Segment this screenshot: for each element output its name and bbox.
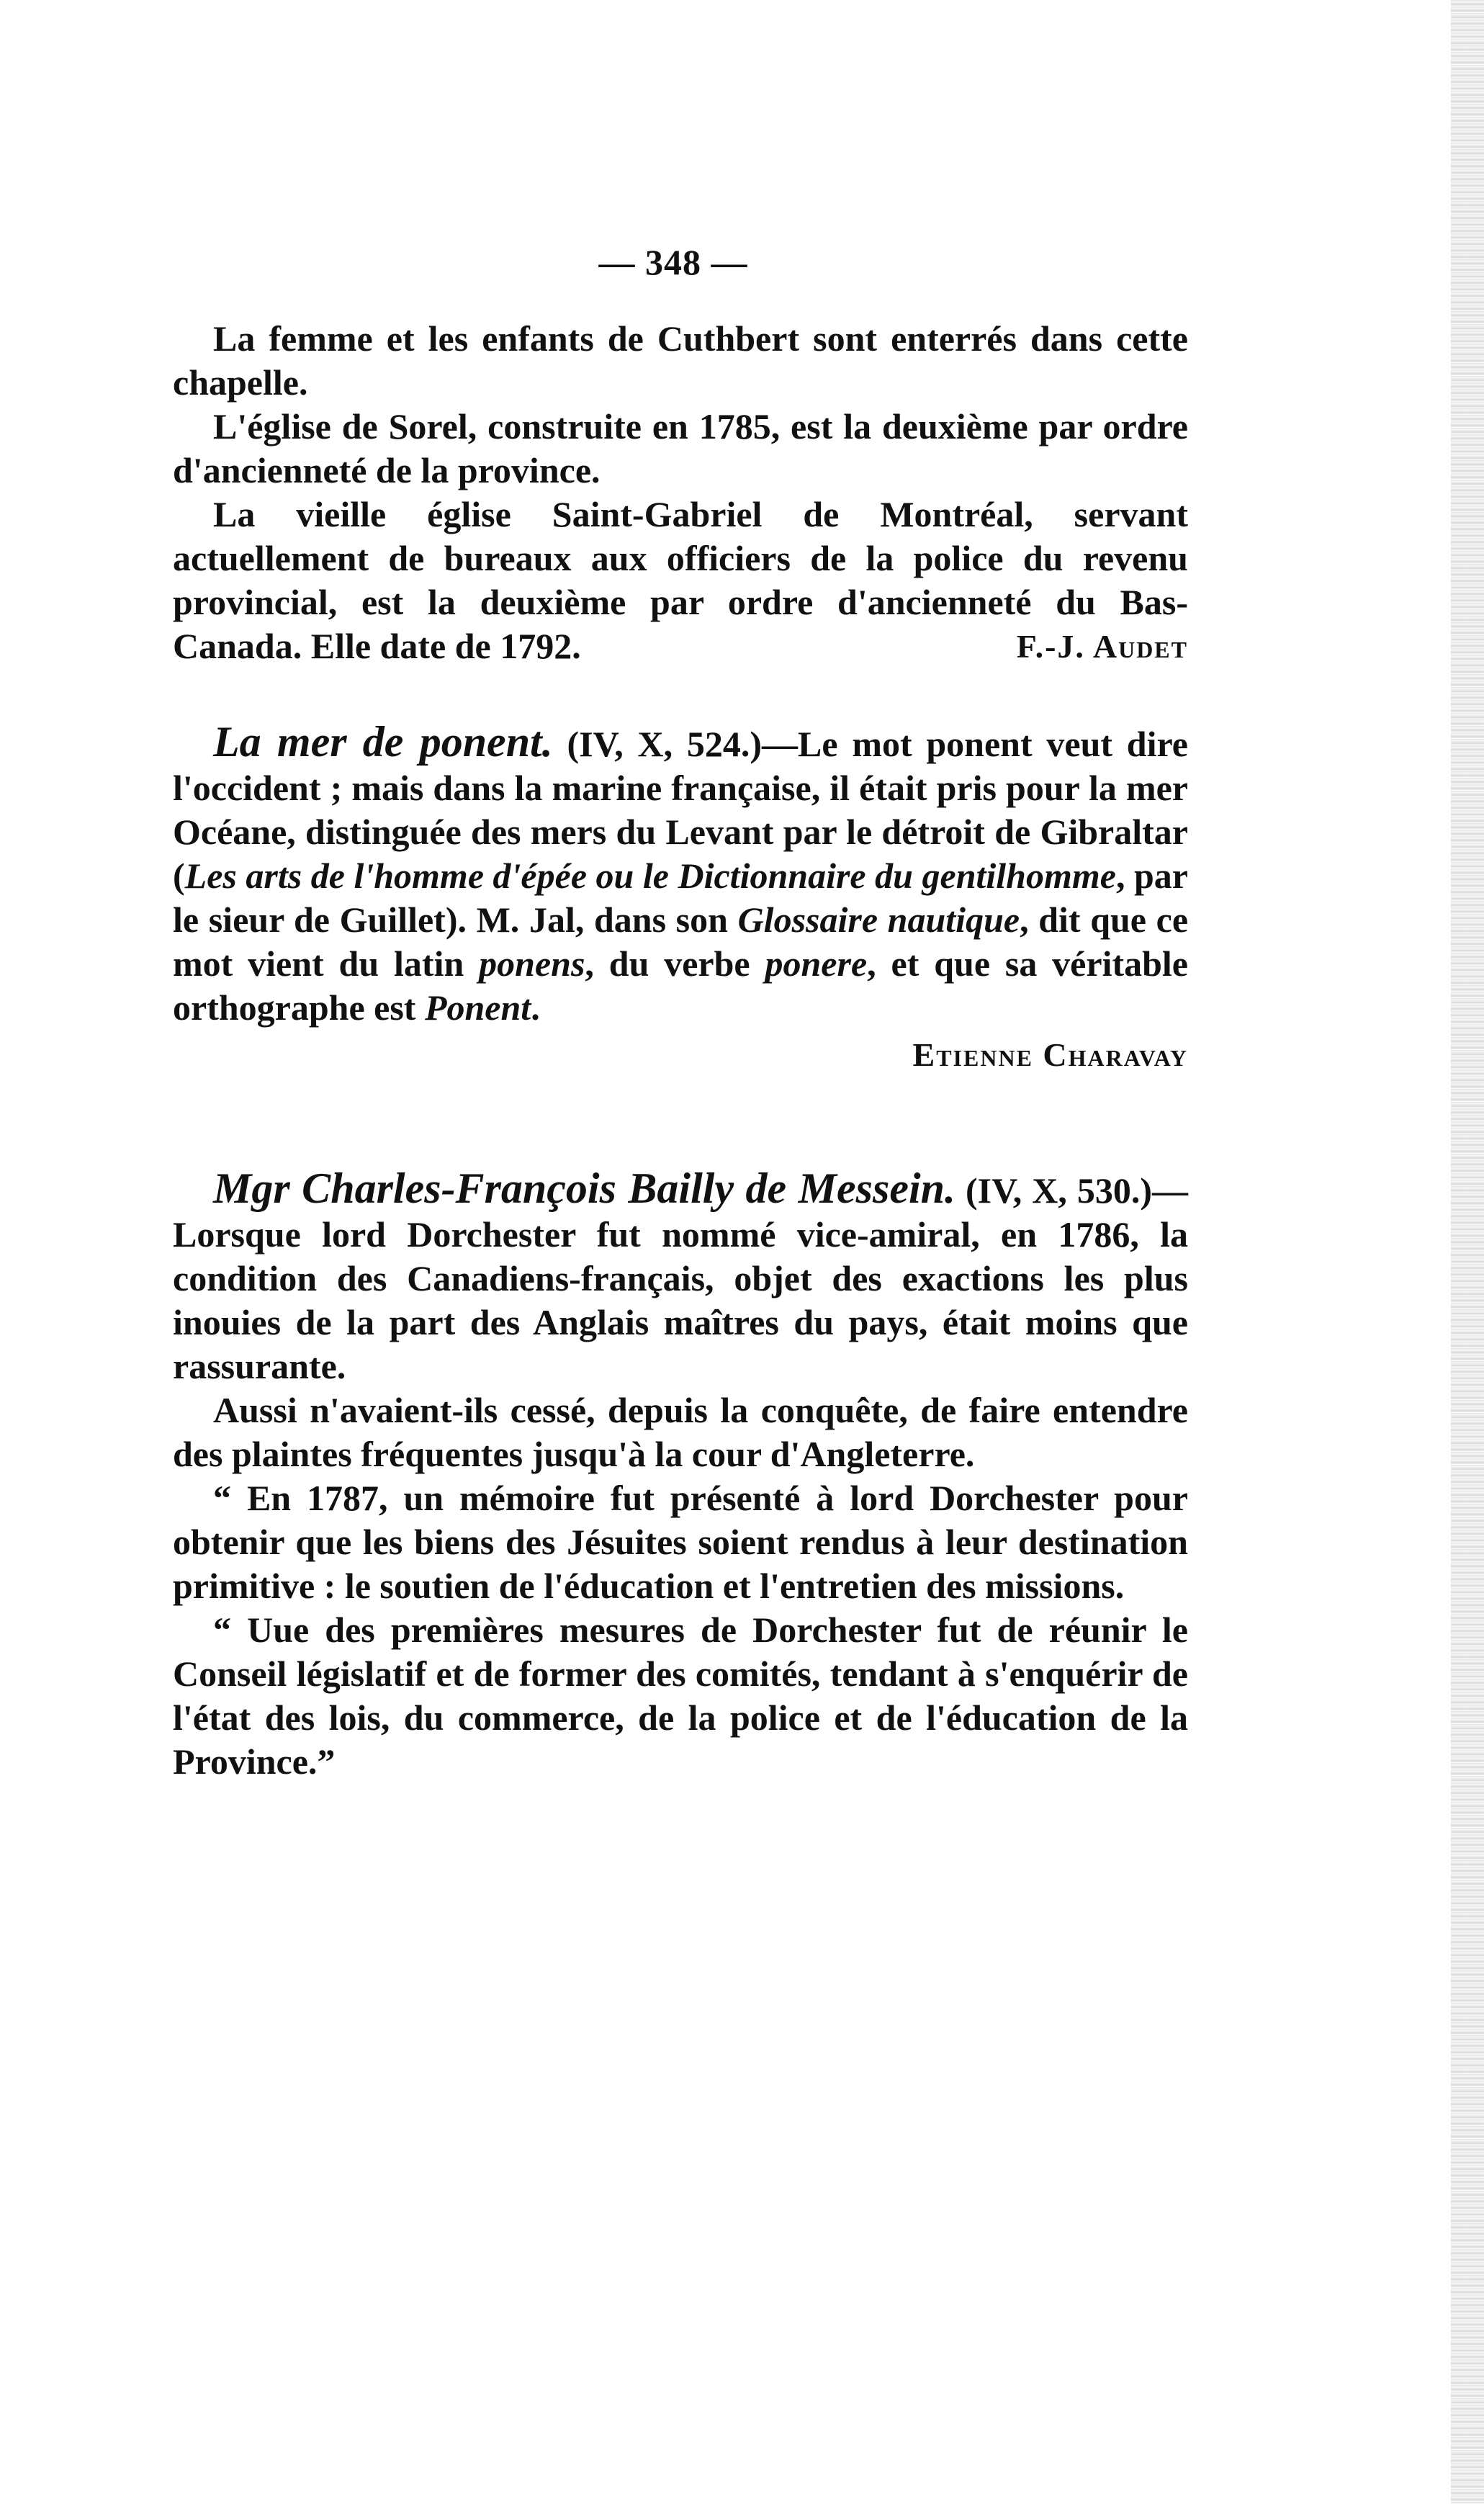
paragraph <box>173 1167 1188 1388</box>
paragraph: L'église de Sorel, construite en 1785, est la deuxième par ordre d'ancienneté de la province. <box>173 406 1188 490</box>
signature-audet: F.-J. Audet <box>1016 628 1188 665</box>
section-chapelle <box>173 317 1188 668</box>
paragraph <box>173 493 1188 668</box>
book-title: Les arts de l'homme d'épée ou le Dictionnaire du gentilhomme <box>184 856 1116 896</box>
entry-text: . <box>531 987 540 1028</box>
paragraph: La femme et les enfants de Cuthbert sont enterrés dans cette chapelle. <box>173 318 1188 403</box>
entry-text: , dit que ce mot vient du latin <box>173 899 1189 984</box>
page-edge-scan <box>1451 0 1484 2504</box>
entry-heading: Mgr Charles-François Bailly de Messein. <box>213 1165 956 1212</box>
section-mer-de-ponent <box>173 720 1188 1074</box>
latin-word: ponere <box>765 943 868 984</box>
paragraph: “ Uue des premières mesures de Dorchester fut de réunir le Conseil législatif et de former des comités, tendant à s'enquérir de l'état des lois, du commerce, de la police et de l'éducation de la Province.” <box>173 1610 1188 1782</box>
section-bailly-de-messein <box>173 1167 1188 1784</box>
entry-text: (IV, X, 530.)—Lorsque lord Dorchester fut nommé vice-amiral, en 1786, la condition des Canadiens-français, objet des exactions les plus inouies de la part des Anglais maîtres du pays, était moins que rassurante. <box>173 1170 1189 1386</box>
entry-text: , du verbe <box>585 943 765 984</box>
latin-word: Ponent <box>424 987 531 1028</box>
paragraph: “ En 1787, un mémoire fut présenté à lord Dorchester pour obtenir que les biens des Jésuites soient rendus à leur destination primitive : le soutien de l'éducation et l'entretien des missions. <box>173 1478 1188 1606</box>
signature-charavay: Etienne Charavay <box>912 1036 1188 1073</box>
entry-text: , par le sieur de Guillet). M. Jal, dans son <box>173 856 1188 940</box>
entry-heading: La mer de ponent. <box>213 718 553 766</box>
page-number: — 348 — <box>598 242 748 282</box>
latin-word: ponens <box>479 943 585 984</box>
paragraph-text: La vieille église Saint-Gabriel de Montréal, servant actuellement de bureaux aux officiers de la police du revenu provincial, est la deuxième par ordre d'ancienneté du Bas-Canada. Elle date de 1792. <box>173 494 1188 666</box>
paragraph <box>173 720 1188 1030</box>
entry-text: , et que sa véritable orthographe est <box>173 943 1188 1028</box>
book-title: Glossaire nautique <box>737 899 1020 940</box>
paragraph: Aussi n'avaient-ils cessé, depuis la conquête, de faire entendre des plaintes fréquentes jusqu'à la cour d'Angleterre. <box>173 1390 1188 1474</box>
entry-text: (IV, X, 524.)—Le mot ponent veut dire l'occident ; mais dans la marine française, il était pris pour la mer Océane, distinguée des mers du Levant par le détroit de Gibraltar ( <box>173 724 1188 896</box>
